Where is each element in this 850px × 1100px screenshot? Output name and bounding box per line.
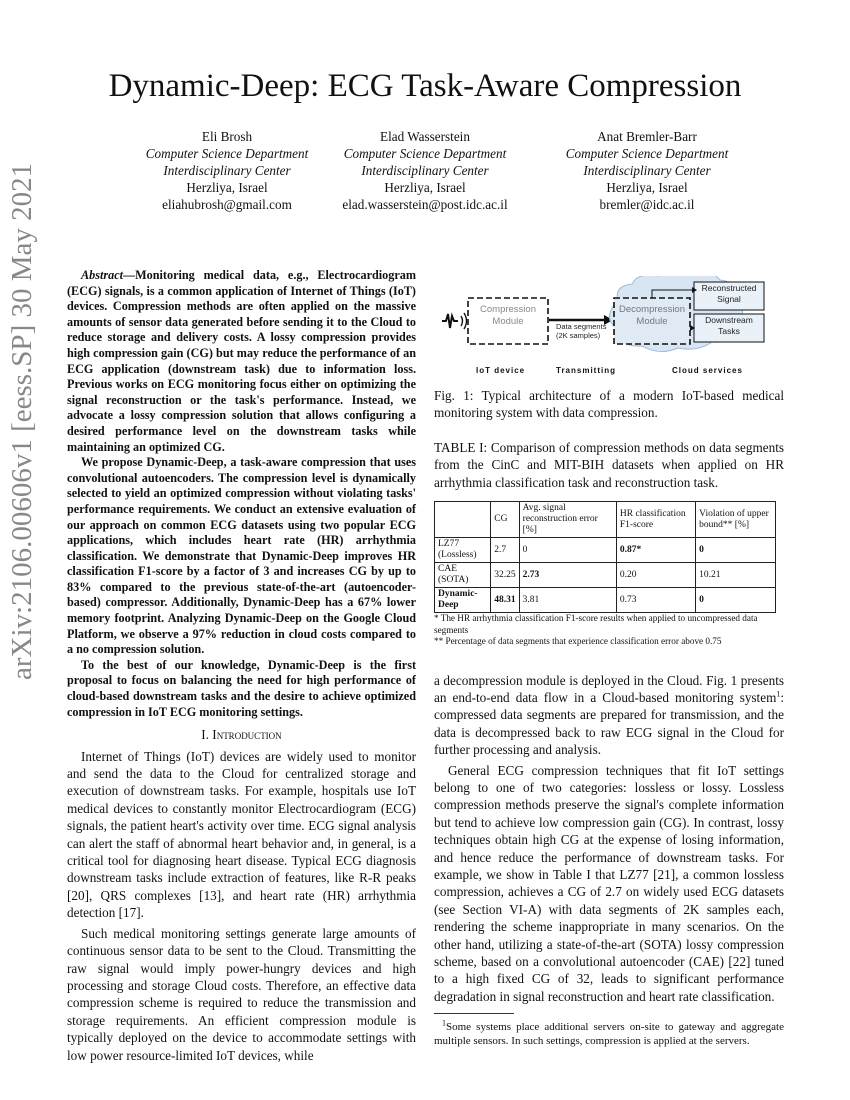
- table-cell: 0.87*: [616, 538, 695, 563]
- table-cell: CAE (SOTA): [435, 563, 491, 588]
- author-location: Herzliya, Israel: [384, 180, 466, 195]
- author-location: Herzliya, Israel: [606, 180, 688, 195]
- comparison-table: [434, 501, 776, 613]
- data-segments-text: Data segments: [556, 322, 607, 331]
- left-column: [67, 268, 416, 1067]
- author-dept: Computer Science Department: [145, 146, 309, 161]
- right-para-1b: : compressed data segments are prepared for transmission, and the data is decompressed back to raw ECG signal in the Cloud for further processing and analysis.: [434, 689, 784, 758]
- right-para-1a: a decompression module is deployed in the Cloud. Fig. 1 presents an end-to-end data flow in a Cloud-based monitoring system: [434, 672, 784, 705]
- section-heading: [67, 726, 416, 743]
- author-center: Interdisciplinary Center: [361, 163, 489, 178]
- abstract-para-3: To the best of our knowledge, Dynamic-Deep is the first proposal to focus on balancing the need for high performance of cloud-based downstream tasks and the desire to achieve optimized compression in IoT ECG monitoring settings.: [67, 657, 416, 719]
- table-cell: 32.25: [491, 563, 519, 588]
- table-header-cell: Avg. signal reconstruction error [%]: [519, 502, 616, 538]
- ecg-wave-icon: [442, 314, 458, 328]
- compression-module-label: Compression Module: [480, 304, 536, 327]
- author-location: Herzliya, Israel: [186, 180, 268, 195]
- cloud-services-label: Cloud services: [672, 366, 743, 375]
- footnote-ref: 1: [776, 689, 781, 699]
- author-name: Elad Wasserstein: [380, 129, 470, 144]
- author-dept: Computer Science Department: [343, 146, 507, 161]
- table-cell: LZ77 (Lossless): [435, 538, 491, 563]
- intro-para-1: Internet of Things (IoT) devices are widely used to monitor and send the data to the Cloud for centralized storage and execution of downstream tasks. For example, hospitals use IoT medical devices to constantly monitor Electrocardiogram (ECG) signals, the patient heart's activity over time. ECG signal analysis can alert the staff of abnormal heart behavior and, in general, is a critical tool for diagnosing heart disease. Typical ECG diagnosis downstream tasks include extraction of features, like R-R peaks [20], QRS complexes [13], and heart rate (HR) arrhythmia detection [17].: [67, 748, 416, 921]
- intro-para-2: Such medical monitoring settings generate large amounts of continuous sensor data to be sent to the Cloud. Transmitting the raw signal would imply power-hungry devices and high processing and storage Cloud costs. Therefore, an effective data compression scheme is required to reduce the transmission and storage requirements. An efficient compression module is typically deployed on the device to accommodate settings with low power resource-limited IoT devices, while: [67, 925, 416, 1063]
- table-cell: Dynamic-Deep: [435, 588, 491, 613]
- table-row: [435, 538, 776, 563]
- data-segments-sub: (2K samples): [556, 331, 601, 340]
- table-cell: 48.31: [491, 588, 519, 613]
- right-column: [434, 387, 784, 1048]
- author-dept: Computer Science Department: [565, 146, 729, 161]
- author-email: eliahubrosh@gmail.com: [162, 197, 292, 212]
- abstract-para-1: [67, 268, 416, 455]
- table-cell: 0: [519, 538, 616, 563]
- table-header-cell: CG: [491, 502, 519, 538]
- table-cell: 0: [696, 538, 776, 563]
- reconstructed-signal-label: Reconstructed Signal: [701, 283, 757, 304]
- table-cell: 0: [696, 588, 776, 613]
- figure-1-caption: Fig. 1: Typical architecture of a modern IoT-based medical monitoring system with data compression.: [434, 388, 784, 421]
- table-header-cell: HR classification F1-score: [616, 502, 695, 538]
- author-center: Interdisciplinary Center: [163, 163, 291, 178]
- author-name: Eli Brosh: [201, 129, 253, 144]
- abstract-text-1: —Monitoring medical data, e.g., Electrocardiogram (ECG) signals, is a common application of Internet of Things (IoT) devices. Compression methods are often applied on the massive amounts of sensor data generated before sending it to the Cloud to reduce storage and delivery costs. A lossy compression provides high compression gain (CG) but may reduce the performance of an ECG application (downstream task) due to information loss. Previous works on ECG monitoring focus either on optimizing the signal reconstruction or the task's performance. Instead, we advocate a lossy compression solution that allows configuring a desired performance level on the downstream tasks while maintaining an optimized CG.: [67, 268, 416, 454]
- right-body-text: [434, 672, 784, 1006]
- author-center: Interdisciplinary Center: [583, 163, 711, 178]
- signal-waves-icon: [461, 313, 467, 329]
- table-cell: 2.7: [491, 538, 519, 563]
- figure-1: [436, 276, 786, 380]
- footnote: [434, 1020, 784, 1048]
- section-title: Introduction: [212, 727, 282, 743]
- abstract-para-2: We propose Dynamic-Deep, a task-aware compression that uses convolutional autoencoders. The compression level is dynamically selected to yield an optimized compression without violating tasks' performance requirements. We conduct an extensive evaluation of our approach on common ECG datasets using two popular ECG applications, which includes heart rate (HR) arrhythmia classification. We demonstrate that Dynamic-Deep improves HR classification F1-score by a factor of 3 and increases CG by up to 83% compared to the previous state-of-the-art (autoencoder-based) compressor. Additionally, Dynamic-Deep has a 67% lower memory footprint. Analyzing Dynamic-Deep on the Google Cloud Platform, we observe a 97% reduction in cloud costs compared to a no compression solution.: [67, 455, 416, 657]
- footnote-divider: [434, 1013, 514, 1014]
- paper-title: Dynamic-Deep: ECG Task-Aware Compression: [108, 68, 742, 104]
- right-para-2: General ECG compression techniques that fit IoT settings belong to one of two categories: lossless or lossy. Lossless compression methods preserve the signal's complete information but tend to achieve low compression gain (CG). In contrast, lossy techniques obtain high CG at the expense of losing information, and hence reduce the performance of downstream tasks. For example, we show in Table I that LZ77 [21], a common lossless compression, achieves a CG of 2.7 on widely used ECG datasets (see Section VI-A) with data segments of 2K samples each, rendering the scheme inappropriate in many scenarios. On the other hand, utilizing a state-of-the-art (SOTA) lossy compression scheme, based on a convolutional autoencoder (CAE) [22] tuned to a high fixed CG of 32, leads to significant performance degradation in signal reconstruction and heart rate classification.: [434, 762, 784, 1004]
- author-block-2: [300, 128, 550, 213]
- table-note-1: * The HR arrhythmia classification F1-score results when applied to uncompressed data segments: [434, 613, 758, 635]
- right-para-1: [434, 672, 784, 759]
- table-note-2: ** Percentage of data segments that experience classification error above 0.75: [434, 636, 722, 647]
- iot-device-label: IoT device: [476, 366, 526, 375]
- table-header-cell: [435, 502, 491, 538]
- table-header-row: [435, 502, 776, 538]
- transmitting-label: Transmitting: [556, 366, 617, 375]
- table-cell: 3.81: [519, 588, 616, 613]
- table-cell: 0.73: [616, 588, 695, 613]
- abstract: [67, 268, 416, 720]
- author-email: bremler@idc.ac.il: [599, 197, 695, 212]
- table-row: [435, 588, 776, 613]
- data-segments-label: [556, 322, 612, 340]
- section-number: I.: [201, 727, 209, 743]
- footnote-mark: 1: [442, 1018, 446, 1028]
- footnote-text: Some systems place additional servers on-site to gateway and aggregate multiple sensors. In such settings, compression is applied at the servers.: [434, 1021, 784, 1048]
- table-1-caption: TABLE I: Comparison of compression methods on data segments from the CinC and MIT-BIH datasets when applied on HR arrhythmia classification task and reconstruction task.: [434, 439, 784, 490]
- table-row: [435, 563, 776, 588]
- decompression-module-label: Decompression Module: [619, 304, 685, 327]
- table-header-cell: Violation of upper bound** [%]: [696, 502, 776, 538]
- table-cell: 0.20: [616, 563, 695, 588]
- author-block-3: [522, 128, 772, 213]
- table-cell: 10.21: [696, 563, 776, 588]
- author-email: elad.wasserstein@post.idc.ac.il: [342, 197, 508, 212]
- abstract-label: Abstract: [81, 268, 123, 282]
- table-cell: 2.73: [519, 563, 616, 588]
- arxiv-stamp: arXiv:2106.00606v1 [eess.SP] 30 May 2021: [6, 162, 38, 680]
- downstream-tasks-label: Downstream Tasks: [705, 315, 753, 336]
- author-name: Anat Bremler-Barr: [597, 129, 697, 144]
